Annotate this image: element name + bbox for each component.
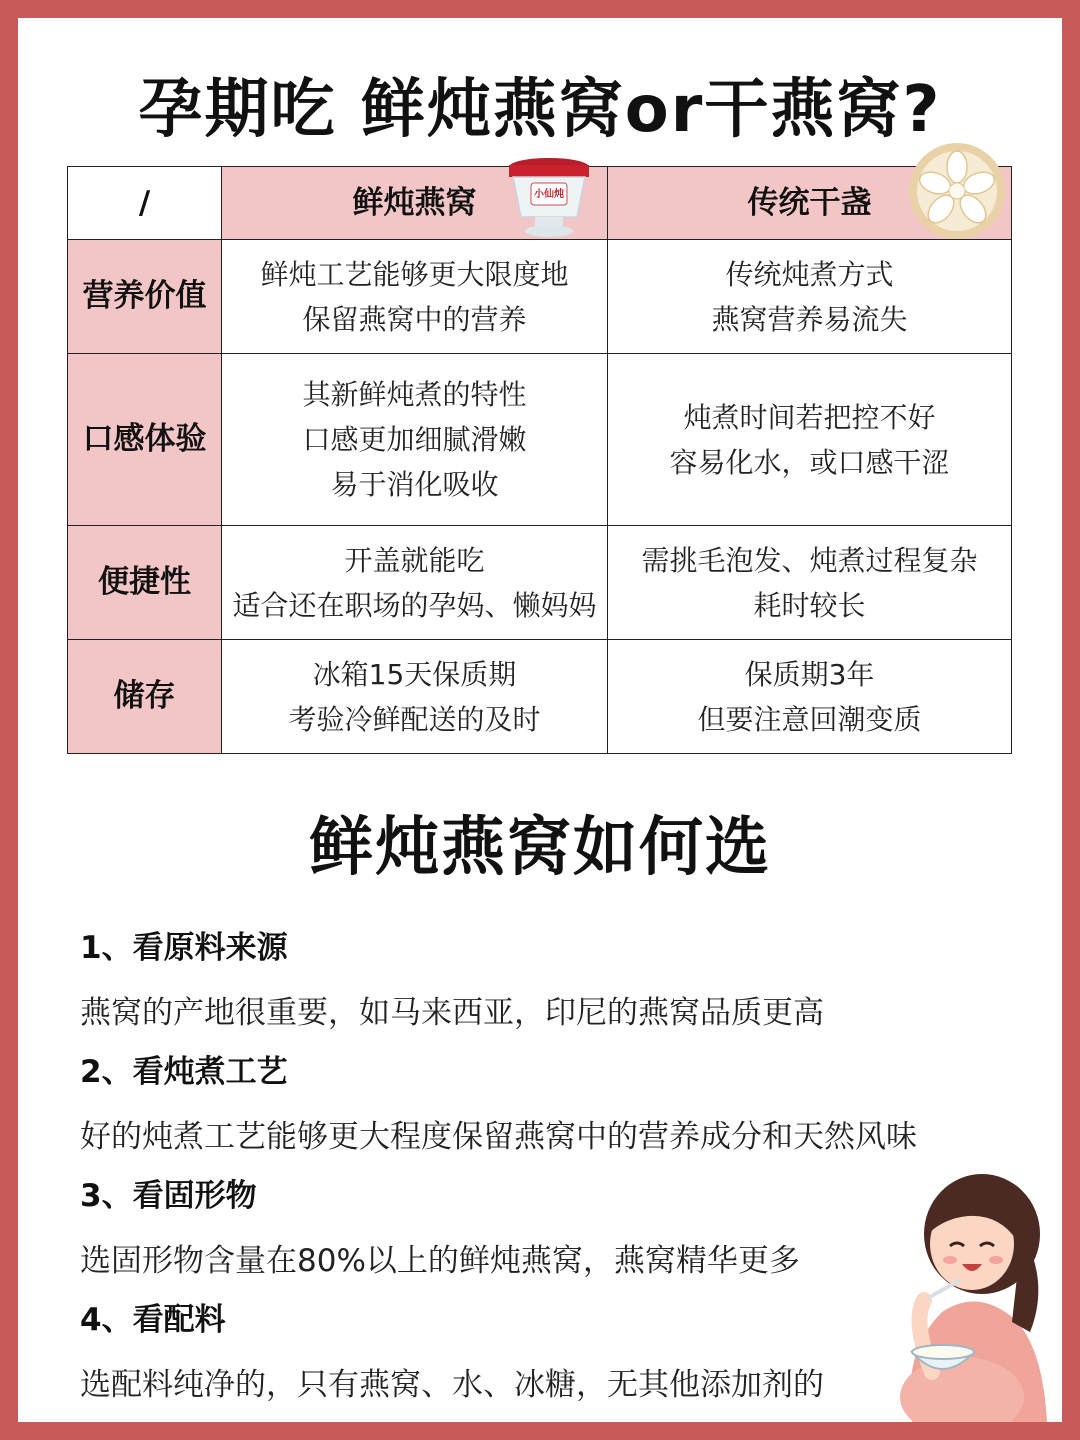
table-row bbox=[68, 526, 1012, 640]
cell-line: 保留燕窝中的营养 bbox=[302, 302, 527, 336]
dried-cell bbox=[608, 640, 1012, 754]
tip-text: 好的炖煮工艺能够更大程度保留燕窝中的营养成分和天然风味 bbox=[80, 1119, 917, 1155]
table-row bbox=[68, 240, 1012, 354]
header-fresh-stewed-label: 鲜炖燕窝 bbox=[352, 184, 477, 221]
comparison-table bbox=[67, 166, 1012, 754]
table-row bbox=[68, 640, 1012, 754]
cell-line: 口感更加细腻滑嫩 bbox=[302, 423, 527, 456]
cell-line: 开盖就能吃 bbox=[344, 543, 485, 577]
cell-line: 但要注意回潮变质 bbox=[697, 702, 922, 736]
cell-line: 炖煮时间若把控不好 bbox=[683, 400, 936, 434]
header-traditional-dried bbox=[608, 167, 1012, 240]
fresh-cell bbox=[222, 640, 608, 754]
fresh-cell bbox=[222, 526, 608, 640]
cell-line: 需挑毛泡发、炖煮过程复杂 bbox=[641, 543, 978, 577]
table-header-row bbox=[68, 167, 1012, 240]
row-label: 储存 bbox=[68, 640, 222, 754]
jar-brand-text: 小仙炖 bbox=[534, 189, 564, 200]
row-label: 便捷性 bbox=[68, 526, 222, 640]
fresh-cell bbox=[222, 354, 608, 526]
dried-cell bbox=[608, 354, 1012, 526]
tip-heading: 2、看炖煮工艺 bbox=[80, 1054, 288, 1090]
cell-line: 其新鲜炖煮的特性 bbox=[302, 378, 527, 411]
dried-bird-nest-bowl-icon bbox=[907, 141, 1007, 241]
row-label: 口感体验 bbox=[68, 354, 222, 526]
cell-line: 鲜炖工艺能够更大限度地 bbox=[260, 257, 569, 291]
tip-heading: 4、看配料 bbox=[80, 1302, 226, 1338]
cell-line: 易于消化吸收 bbox=[330, 468, 499, 501]
tip-heading: 1、看原料来源 bbox=[80, 930, 288, 966]
tips-list bbox=[80, 923, 980, 1419]
cell-line: 适合还在职场的孕妈、懒妈妈 bbox=[232, 588, 597, 622]
cell-line: 保质期3年 bbox=[744, 657, 875, 691]
poster-card bbox=[18, 18, 1062, 1422]
page-title: 孕期吃 鲜炖燕窝or干燕窝? bbox=[138, 73, 942, 147]
cell-line: 考验冷鲜配送的及时 bbox=[288, 702, 541, 736]
bird-nest-jar-icon bbox=[503, 155, 595, 241]
header-traditional-dried-label: 传统干盏 bbox=[747, 184, 872, 221]
row-label: 营养价值 bbox=[68, 240, 222, 354]
header-fresh-stewed bbox=[222, 167, 608, 240]
cell-line: 传统炖煮方式 bbox=[725, 257, 894, 291]
pregnant-woman-illustration bbox=[872, 1172, 1062, 1422]
cell-line: 燕窝营养易流失 bbox=[711, 302, 908, 336]
tip-heading: 3、看固形物 bbox=[80, 1178, 257, 1214]
fresh-cell bbox=[222, 240, 608, 354]
tip-text: 选配料纯净的，只有燕窝、水、冰糖，无其他添加剂的 bbox=[80, 1367, 824, 1403]
tip-text: 燕窝的产地很重要，如马来西亚，印尼的燕窝品质更高 bbox=[80, 995, 824, 1031]
dried-cell bbox=[608, 526, 1012, 640]
cell-line: 冰箱15天保质期 bbox=[312, 657, 517, 691]
dried-cell bbox=[608, 240, 1012, 354]
cell-line: 耗时较长 bbox=[753, 588, 866, 622]
corner-cell: / bbox=[68, 167, 222, 240]
tip-text: 选固形物含量在80%以上的鲜炖燕窝，燕窝精华更多 bbox=[80, 1243, 800, 1279]
table-row bbox=[68, 354, 1012, 526]
cell-line: 容易化水，或口感干涩 bbox=[669, 445, 950, 479]
section-title: 鲜炖燕窝如何选 bbox=[309, 811, 771, 885]
